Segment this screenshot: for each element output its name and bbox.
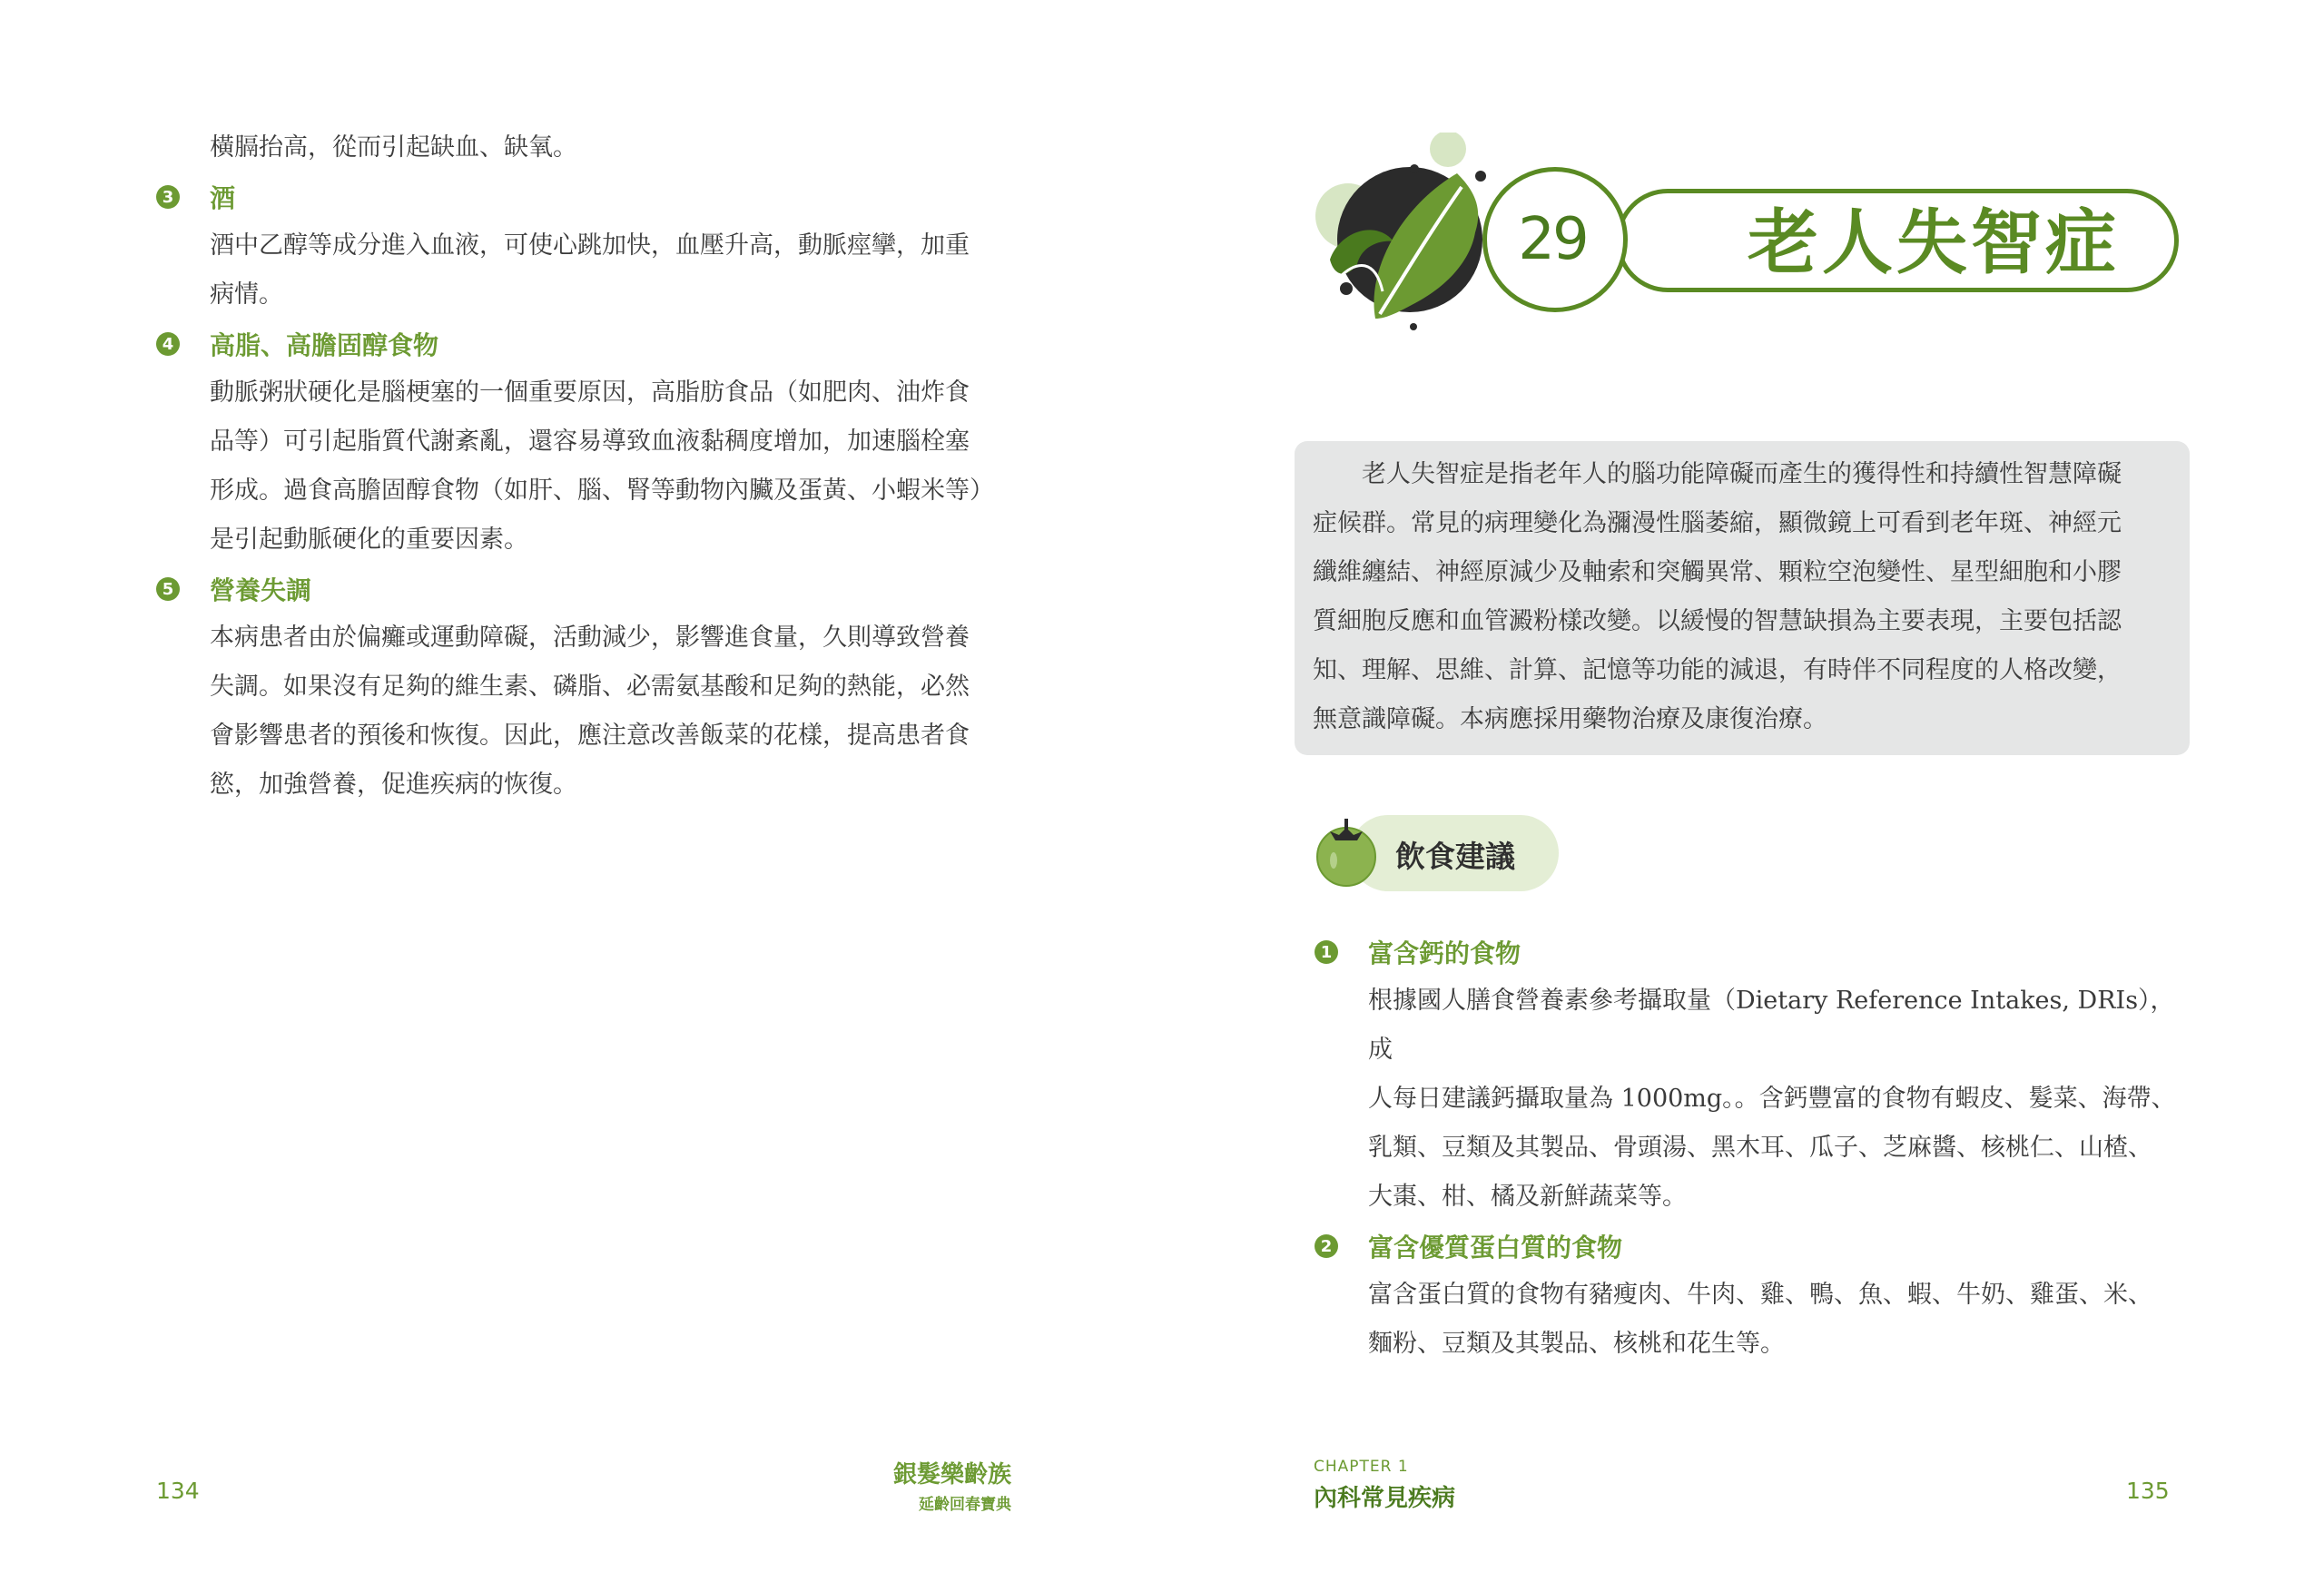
item-heading [1315, 928, 2177, 977]
item-heading-label: 酒 [210, 183, 236, 213]
continuation-text: 橫膈抬高，從而引起缺血、缺氧。 [210, 133, 577, 162]
chapter-name: 內科常見疾病 [1314, 1485, 1456, 1512]
paragraph-line: 根據國人膳食營養素參考攝取量（Dietary Reference Intakes, DRIs），成 [1368, 987, 2175, 1064]
paragraph-line: 大棗、柑、橘及新鮮蔬菜等。 [1368, 1183, 1687, 1211]
item-number-badge: 3 [156, 185, 180, 209]
right-page [1162, 0, 2324, 1572]
item-heading [156, 565, 1019, 614]
item-number-badge: 4 [156, 332, 180, 356]
paragraph-line: 慾，加強營養，促進疾病的恢復。 [210, 771, 577, 799]
paragraph-line: 失調。如果沒有足夠的維生素、磷脂、必需氨基酸和足夠的熱能，必然 [210, 673, 970, 701]
chapter-title: 老人失智症 [1748, 202, 2121, 284]
item-heading-label: 營養失調 [210, 575, 312, 605]
chapter-number: 29 [1518, 206, 1587, 273]
paragraph-line: 人每日建議鈣攝取量為 1000mg。。含鈣豐富的食物有蝦皮、髮菜、海帶、 [1368, 1085, 2176, 1113]
intro-line: 無意識障礙。本病應採用藥物治療及康復治療。 [1313, 705, 1827, 733]
list-item [1315, 1222, 2177, 1369]
intro-line: 知、理解、思維、計算、記憶等功能的減退，有時伴不同程度的人格改變， [1313, 656, 2122, 684]
intro-line: 質細胞反應和血管澱粉樣改變。以緩慢的智慧缺損為主要表現，主要包括認 [1313, 607, 2122, 635]
page-number: 135 [2126, 1478, 2170, 1504]
paragraph-line: 品等）可引起脂質代謝紊亂，還容易導致血液黏稠度增加，加速腦栓塞 [210, 427, 970, 456]
chapter-number-badge [1482, 167, 1628, 312]
item-heading [156, 172, 1019, 221]
paragraph-line: 麵粉、豆類及其製品、核桃和花生等。 [1368, 1330, 1785, 1358]
list-item [1315, 928, 2177, 1222]
list-item [156, 565, 1019, 810]
intro-line: 老人失智症是指老年人的腦功能障礙而產生的獲得性和持續性智慧障礙 [1313, 460, 2122, 488]
list-item [156, 319, 1019, 565]
item-number-badge: 2 [1315, 1234, 1338, 1258]
intro-line: 症候群。常見的病理變化為瀰漫性腦萎縮，顯微鏡上可看到老年斑、神經元 [1313, 509, 2122, 537]
item-heading [156, 319, 1019, 368]
book-title-main: 銀髮樂齡族 [892, 1461, 1011, 1488]
left-text-block [156, 123, 1019, 810]
paragraph-line: 形成。過食高膽固醇食物（如肝、腦、腎等動物內臟及蛋黃、小蝦米等） [210, 477, 994, 505]
chapter-label: CHAPTER 1 [1314, 1458, 1409, 1476]
intro-box [1295, 441, 2190, 755]
section-tag [1314, 815, 1559, 891]
paragraph-line: 酒中乙醇等成分進入血液，可使心跳加快，血壓升高，動脈痙攣，加重 [210, 231, 970, 260]
item-number-badge: 5 [156, 577, 180, 601]
page-number: 134 [156, 1478, 200, 1504]
paragraph-line: 動脈粥狀硬化是腦梗塞的一個重要原因，高脂肪食品（如肥肉、油炸食 [210, 378, 970, 407]
item-heading-label: 富含鈣的食物 [1368, 938, 1521, 968]
book-title-sub: 延齡回春寶典 [919, 1496, 1011, 1514]
item-heading-label: 高脂、高膽固醇食物 [210, 330, 439, 360]
item-heading-label: 富含優質蛋白質的食物 [1368, 1233, 1623, 1263]
item-number-badge: 1 [1315, 940, 1338, 964]
paragraph-line: 本病患者由於偏癱或運動障礙，活動減少，影響進食量，久則導致營養 [210, 624, 970, 652]
item-heading [1315, 1222, 2177, 1271]
right-text-block [1315, 928, 2177, 1369]
book-title [893, 1456, 1011, 1514]
paragraph-line: 富含蛋白質的食物有豬瘦肉、牛肉、雞、鴨、魚、蝦、牛奶、雞蛋、米、 [1368, 1281, 2152, 1309]
paragraph-line: 病情。 [210, 280, 283, 309]
chapter-footer [1314, 1458, 1455, 1513]
list-item [156, 172, 1019, 319]
paragraph-line: 會影響患者的預後和恢復。因此，應注意改善飯菜的花樣，提高患者食 [210, 722, 970, 750]
paragraph-line: 乳類、豆類及其製品、骨頭湯、黑木耳、瓜子、芝麻醬、核桃仁、山楂、 [1368, 1134, 2152, 1162]
section-label: 飲食建議 [1395, 839, 1515, 874]
paragraph-line: 是引起動脈硬化的重要因素。 [210, 526, 528, 554]
intro-line: 纖維纏結、神經原減少及軸索和突觸異常、顆粒空泡變性、星型細胞和小膠 [1313, 558, 2122, 586]
tomato-icon [1314, 815, 1386, 891]
chapter-banner [1312, 133, 2192, 341]
